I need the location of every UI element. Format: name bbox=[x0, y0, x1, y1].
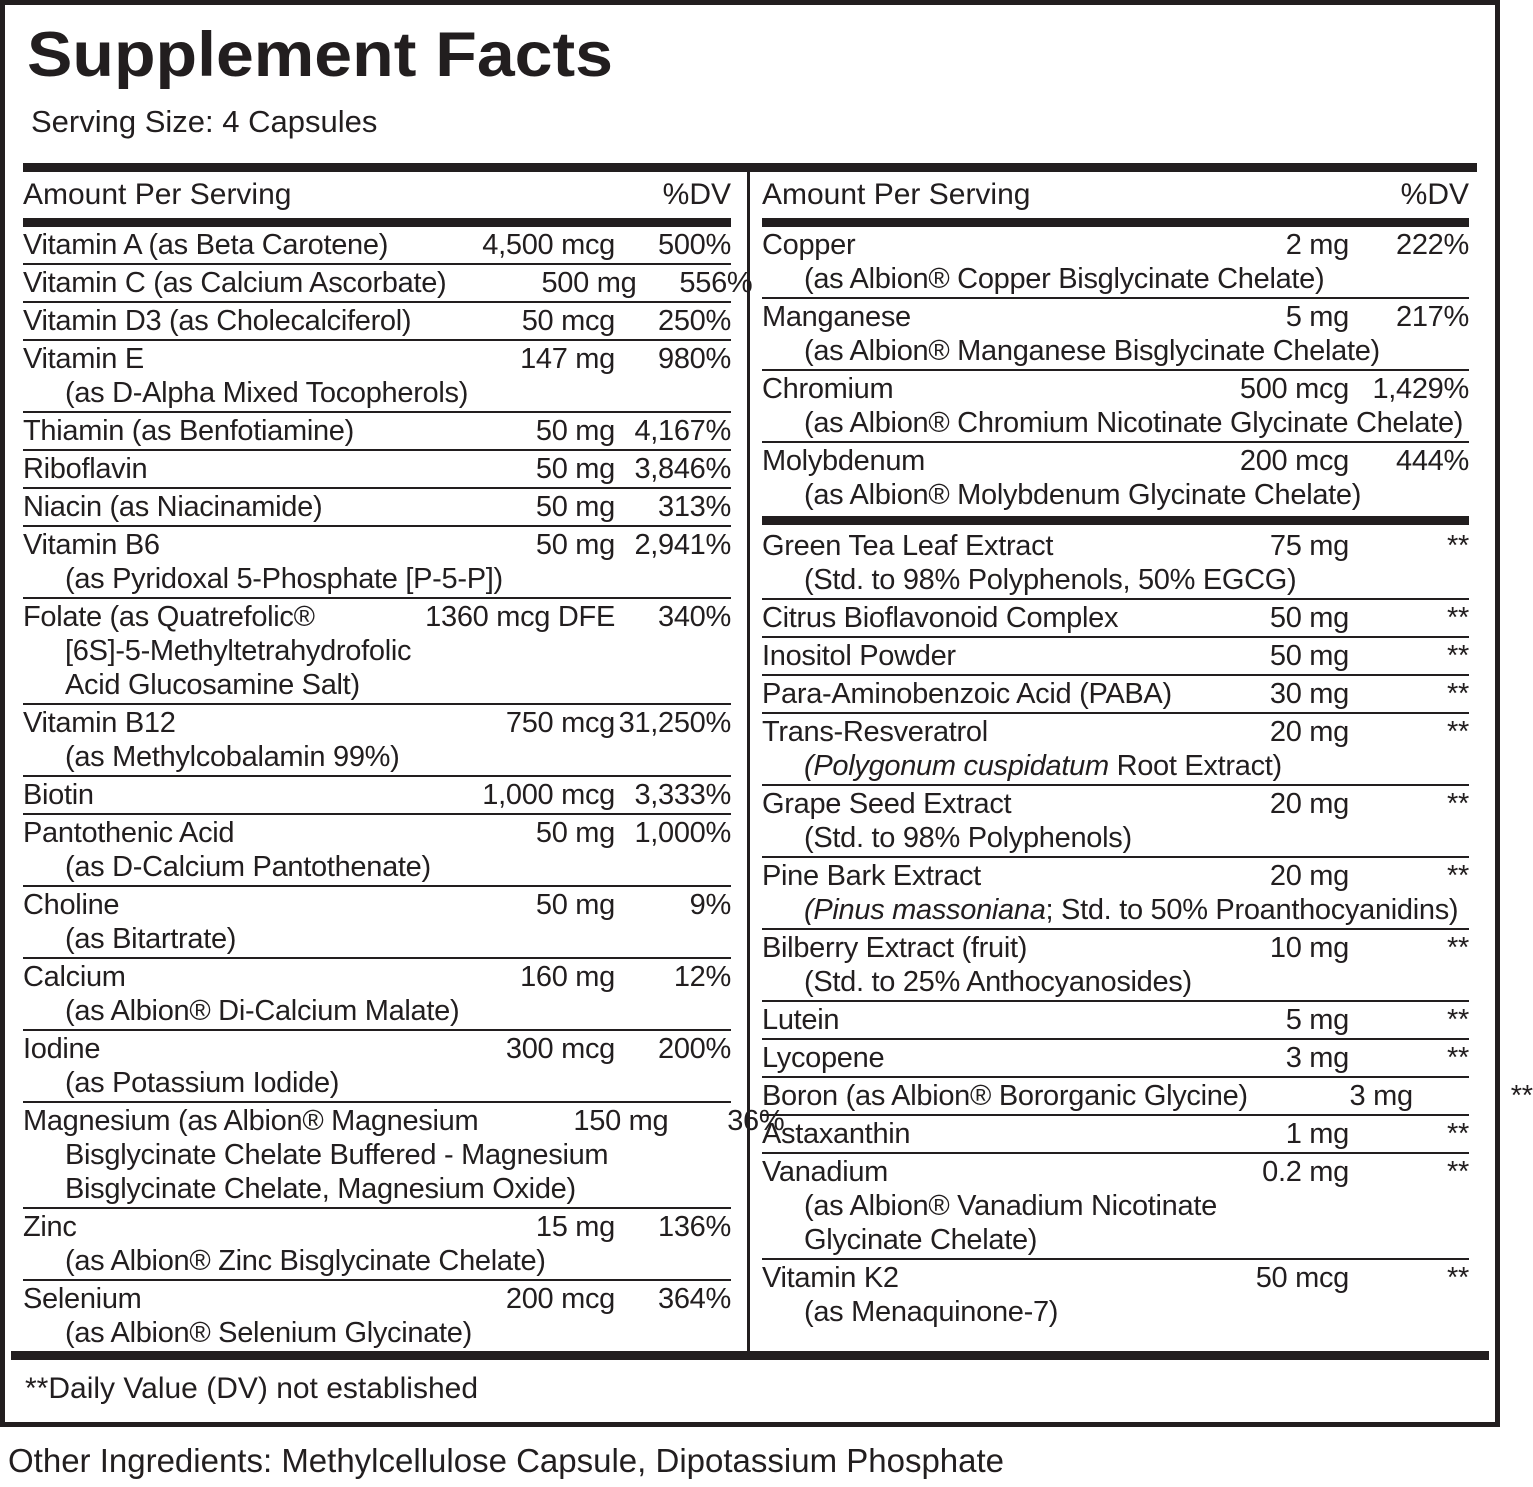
nutrient-amount: 50 mg bbox=[535, 453, 615, 485]
nutrient-amount: 50 mg bbox=[535, 529, 615, 561]
nutrient-row-line bbox=[23, 528, 731, 562]
nutrient-name: Magnesium (as Albion® Magnesium bbox=[23, 1105, 479, 1137]
nutrient-row-line bbox=[762, 787, 1469, 821]
nutrient-amount: 0.2 mg bbox=[1262, 1156, 1349, 1188]
nutrient-dv: 1,000% bbox=[634, 817, 731, 849]
nutrient-name: Vitamin K2 bbox=[762, 1262, 899, 1294]
nutrient-dv: 12% bbox=[673, 961, 731, 993]
nutrient-dv: ** bbox=[1447, 640, 1469, 672]
nutrient-dv: 500% bbox=[658, 229, 731, 261]
nutrient-dv: ** bbox=[1447, 1042, 1469, 1074]
nutrient-name: Vitamin C (as Calcium Ascorbate) bbox=[23, 267, 447, 299]
nutrient-subline: Glycinate Chelate) bbox=[804, 1224, 1038, 1256]
nutrient-row-line bbox=[23, 600, 731, 634]
percent-dv-header: %DV bbox=[1400, 178, 1469, 211]
nutrient-name: Biotin bbox=[23, 779, 94, 811]
nutrient-amount: 50 mcg bbox=[1255, 1262, 1349, 1294]
nutrient-dv: 3,333% bbox=[634, 779, 731, 811]
nutrient-amount: 2 mg bbox=[1285, 229, 1349, 261]
nutrient-dv: 9% bbox=[689, 889, 731, 921]
nutrient-name: Bilberry Extract (fruit) bbox=[762, 932, 1028, 964]
nutrient-row bbox=[23, 339, 731, 411]
nutrient-row bbox=[762, 441, 1469, 513]
nutrient-dv: 222% bbox=[1396, 229, 1469, 261]
nutrient-subline: (as Menaquinone-7) bbox=[804, 1296, 1059, 1328]
nutrient-row bbox=[762, 784, 1469, 856]
nutrient-row-line bbox=[762, 444, 1469, 478]
nutrient-row bbox=[23, 1207, 731, 1279]
nutrient-dv: ** bbox=[1510, 1080, 1533, 1112]
nutrient-row-line bbox=[762, 1079, 1533, 1113]
nutrient-name: Lycopene bbox=[762, 1042, 885, 1074]
nutrient-row-line bbox=[23, 304, 731, 338]
nutrient-amount: 50 mg bbox=[535, 415, 615, 447]
nutrient-amount: 50 mg bbox=[535, 889, 615, 921]
nutrient-name: Grape Seed Extract bbox=[762, 788, 1012, 820]
nutrient-row-line bbox=[762, 372, 1469, 406]
nutrient-amount: 300 mcg bbox=[505, 1033, 615, 1065]
nutrient-row-line bbox=[762, 715, 1469, 749]
nutrient-row bbox=[23, 449, 731, 487]
nutrient-row bbox=[762, 227, 1469, 297]
nutrient-row-line bbox=[23, 414, 731, 448]
nutrient-row-line bbox=[23, 266, 753, 300]
nutrient-dv: ** bbox=[1447, 860, 1469, 892]
nutrient-dv: 2,941% bbox=[634, 529, 731, 561]
amount-per-serving-header: Amount Per Serving bbox=[23, 178, 292, 211]
nutrient-amount: 20 mg bbox=[1269, 788, 1349, 820]
nutrient-subline: (as Albion® Copper Bisglycinate Chelate) bbox=[804, 263, 1325, 295]
nutrient-name: Thiamin (as Benfotiamine) bbox=[23, 415, 354, 447]
nutrient-name: Pine Bark Extract bbox=[762, 860, 981, 892]
nutrient-amount: 50 mg bbox=[535, 491, 615, 523]
nutrient-row-line bbox=[23, 960, 731, 994]
nutrient-row-line bbox=[762, 601, 1469, 635]
nutrient-name: Niacin (as Niacinamide) bbox=[23, 491, 323, 523]
nutrient-name: Manganese bbox=[762, 301, 911, 333]
nutrient-row bbox=[762, 1076, 1533, 1114]
nutrient-subline: (as Albion® Chromium Nicotinate Glycinate Chelate) bbox=[804, 407, 1464, 439]
nutrient-amount: 1360 mcg DFE bbox=[425, 601, 615, 633]
nutrient-amount: 4,500 mcg bbox=[482, 229, 615, 261]
nutrient-subline: (as Bitartrate) bbox=[65, 923, 237, 955]
nutrient-name: Vitamin E bbox=[23, 343, 144, 375]
nutrient-dv: ** bbox=[1447, 602, 1469, 634]
nutrient-row bbox=[762, 1114, 1469, 1152]
nutrient-name: Riboflavin bbox=[23, 453, 148, 485]
nutrient-dv: 1,429% bbox=[1372, 373, 1469, 405]
nutrient-row bbox=[23, 885, 731, 957]
right-column-rows bbox=[762, 227, 1533, 1330]
nutrient-dv: 3,846% bbox=[634, 453, 731, 485]
nutrient-name: Molybdenum bbox=[762, 445, 926, 477]
nutrient-name: Trans-Resveratrol bbox=[762, 716, 988, 748]
nutrient-dv: 36% bbox=[727, 1105, 785, 1137]
nutrient-row-line bbox=[23, 1032, 731, 1066]
nutrient-name: Citrus Bioflavonoid Complex bbox=[762, 602, 1119, 634]
nutrient-amount: 500 mcg bbox=[1239, 373, 1349, 405]
left-column-header bbox=[23, 172, 731, 218]
nutrient-dv: 556% bbox=[679, 267, 753, 299]
nutrient-row-line bbox=[762, 1041, 1469, 1075]
nutrient-name: Green Tea Leaf Extract bbox=[762, 530, 1054, 562]
right-header-bar bbox=[762, 218, 1469, 227]
nutrient-row bbox=[23, 703, 731, 775]
serving-size: Serving Size: 4 Capsules bbox=[31, 104, 378, 139]
nutrient-columns bbox=[5, 172, 1533, 1351]
nutrient-row bbox=[762, 928, 1469, 1000]
nutrient-name: Vitamin B6 bbox=[23, 529, 160, 561]
nutrient-name: Lutein bbox=[762, 1004, 840, 1036]
nutrient-amount: 1 mg bbox=[1285, 1118, 1349, 1150]
left-header-bar bbox=[23, 218, 731, 227]
nutrient-row-line bbox=[23, 452, 731, 486]
nutrient-row bbox=[23, 775, 731, 813]
nutrient-row-line bbox=[762, 228, 1469, 262]
nutrient-dv: ** bbox=[1447, 716, 1469, 748]
nutrient-row-line bbox=[23, 228, 731, 262]
right-column-header bbox=[762, 172, 1469, 218]
nutrient-subline: (as Potassium Iodide) bbox=[65, 1067, 340, 1099]
bottom-divider-bar bbox=[11, 1351, 1489, 1360]
nutrient-subline: (Std. to 98% Polyphenols, 50% EGCG) bbox=[804, 564, 1297, 596]
nutrient-dv: ** bbox=[1447, 932, 1469, 964]
nutrient-row bbox=[762, 297, 1469, 369]
nutrient-row-line bbox=[762, 529, 1469, 563]
nutrient-name: Selenium bbox=[23, 1283, 142, 1315]
nutrient-row-line bbox=[23, 1210, 731, 1244]
nutrient-row bbox=[762, 598, 1469, 636]
nutrient-amount: 75 mg bbox=[1269, 530, 1349, 562]
nutrient-amount: 50 mg bbox=[535, 817, 615, 849]
nutrient-row-line bbox=[23, 490, 731, 524]
nutrient-amount: 200 mcg bbox=[1239, 445, 1349, 477]
nutrient-name: Folate (as Quatrefolic® bbox=[23, 601, 315, 633]
nutrient-row bbox=[23, 1029, 731, 1101]
nutrient-name: Pantothenic Acid bbox=[23, 817, 235, 849]
nutrient-subline: (as Albion® Vanadium Nicotinate bbox=[804, 1190, 1217, 1222]
nutrient-dv: 364% bbox=[658, 1283, 731, 1315]
nutrient-dv: ** bbox=[1447, 530, 1469, 562]
nutrient-row-line bbox=[762, 931, 1469, 965]
nutrient-name: Vitamin A (as Beta Carotene) bbox=[23, 229, 389, 261]
percent-dv-header: %DV bbox=[662, 178, 731, 211]
nutrient-row bbox=[762, 674, 1469, 712]
nutrient-name: Vanadium bbox=[762, 1156, 889, 1188]
nutrient-dv: 136% bbox=[658, 1211, 731, 1243]
nutrient-name: Iodine bbox=[23, 1033, 101, 1065]
nutrient-amount: 10 mg bbox=[1269, 932, 1349, 964]
top-divider-bar bbox=[23, 163, 1477, 172]
nutrient-row-line bbox=[23, 1282, 731, 1316]
nutrient-row bbox=[23, 957, 731, 1029]
nutrient-name: Vitamin D3 (as Cholecalciferol) bbox=[23, 305, 412, 337]
nutrient-name: Choline bbox=[23, 889, 120, 921]
nutrient-row-line bbox=[23, 706, 731, 740]
nutrient-dv: 31,250% bbox=[618, 707, 731, 739]
nutrient-row-line bbox=[23, 816, 731, 850]
nutrient-subline: (as Albion® Molybdenum Glycinate Chelate) bbox=[804, 479, 1362, 511]
nutrient-row-line bbox=[762, 1003, 1469, 1037]
nutrient-dv: 313% bbox=[658, 491, 731, 523]
nutrient-subline: (as D-Alpha Mixed Tocopherols) bbox=[65, 377, 469, 409]
panel-title: Supplement Facts bbox=[27, 20, 614, 90]
nutrient-subline: Bisglycinate Chelate Buffered - Magnesium bbox=[65, 1139, 609, 1171]
nutrient-name: Astaxanthin bbox=[762, 1118, 911, 1150]
nutrient-row bbox=[23, 1101, 785, 1207]
nutrient-row bbox=[762, 712, 1469, 784]
nutrient-row-line bbox=[762, 300, 1469, 334]
nutrient-row bbox=[23, 227, 731, 263]
nutrient-row bbox=[762, 1152, 1469, 1258]
nutrient-subline bbox=[762, 749, 1469, 783]
nutrient-subline bbox=[762, 893, 1469, 927]
section-divider-bar bbox=[762, 516, 1469, 525]
nutrient-row-line bbox=[762, 859, 1469, 893]
nutrient-dv: 4,167% bbox=[634, 415, 731, 447]
nutrient-dv: 217% bbox=[1396, 301, 1469, 333]
nutrient-subline: (as D-Calcium Pantothenate) bbox=[65, 851, 431, 883]
nutrient-amount: 1,000 mcg bbox=[482, 779, 615, 811]
nutrient-row bbox=[762, 856, 1469, 928]
nutrient-row bbox=[762, 636, 1469, 674]
nutrient-amount: 150 mg bbox=[573, 1105, 669, 1137]
nutrient-subline: (as Pyridoxal 5-Phosphate [P-5-P]) bbox=[65, 563, 503, 595]
nutrient-dv: ** bbox=[1447, 788, 1469, 820]
nutrient-amount: 20 mg bbox=[1269, 860, 1349, 892]
nutrient-subline: [6S]-5-Methyltetrahydrofolic bbox=[65, 635, 412, 667]
nutrient-row bbox=[762, 369, 1469, 441]
nutrient-row-line bbox=[23, 1104, 785, 1138]
nutrient-dv: 250% bbox=[658, 305, 731, 337]
daily-value-footnote: **Daily Value (DV) not established bbox=[25, 1372, 479, 1405]
nutrient-subline: (as Methylcobalamin 99%) bbox=[65, 741, 400, 773]
latin-botanical-name: (Polygonum cuspidatum bbox=[804, 750, 1109, 782]
nutrient-row-line bbox=[762, 1261, 1469, 1295]
latin-botanical-name: (Pinus massoniana bbox=[804, 894, 1046, 926]
nutrient-row bbox=[23, 487, 731, 525]
nutrient-name: Chromium bbox=[762, 373, 894, 405]
nutrient-amount: 50 mg bbox=[1269, 640, 1349, 672]
nutrient-name: Copper bbox=[762, 229, 856, 261]
nutrient-subline: (Std. to 98% Polyphenols) bbox=[804, 822, 1132, 854]
nutrient-row bbox=[23, 813, 731, 885]
nutrient-amount: 3 mg bbox=[1285, 1042, 1349, 1074]
nutrient-amount: 160 mg bbox=[520, 961, 615, 993]
nutrient-dv: 200% bbox=[658, 1033, 731, 1065]
nutrient-row-line bbox=[23, 778, 731, 812]
nutrient-name: Zinc bbox=[23, 1211, 77, 1243]
nutrient-row-line bbox=[23, 888, 731, 922]
nutrient-subline: (as Albion® Zinc Bisglycinate Chelate) bbox=[65, 1245, 546, 1277]
nutrient-amount: 50 mg bbox=[1269, 602, 1349, 634]
subline-text: ; Std. to 50% Proanthocyanidins) bbox=[1045, 894, 1459, 926]
nutrient-row bbox=[23, 597, 731, 703]
nutrient-amount: 500 mg bbox=[541, 267, 637, 299]
amount-per-serving-header: Amount Per Serving bbox=[762, 178, 1031, 211]
nutrient-subline: (as Albion® Manganese Bisglycinate Chelate) bbox=[804, 335, 1380, 367]
nutrient-subline: (as Albion® Selenium Glycinate) bbox=[65, 1317, 472, 1349]
other-ingredients: Other Ingredients: Methylcellulose Capsule, Dipotassium Phosphate bbox=[8, 1442, 1005, 1479]
nutrient-row-line bbox=[23, 342, 731, 376]
nutrient-row bbox=[762, 1258, 1469, 1330]
nutrient-row bbox=[23, 263, 753, 301]
nutrient-name: Calcium bbox=[23, 961, 126, 993]
nutrient-amount: 147 mg bbox=[520, 343, 615, 375]
nutrient-subline: (Std. to 25% Anthocyanosides) bbox=[804, 966, 1192, 998]
nutrient-amount: 750 mcg bbox=[505, 707, 615, 739]
nutrient-dv: 980% bbox=[658, 343, 731, 375]
nutrient-dv: ** bbox=[1447, 678, 1469, 710]
nutrient-amount: 3 mg bbox=[1349, 1080, 1413, 1112]
nutrient-row bbox=[23, 1279, 731, 1351]
nutrient-amount: 5 mg bbox=[1285, 1004, 1349, 1036]
nutrient-row-line bbox=[762, 639, 1469, 673]
nutrient-dv: 444% bbox=[1396, 445, 1469, 477]
nutrient-dv: ** bbox=[1447, 1262, 1469, 1294]
nutrient-row bbox=[23, 411, 731, 449]
nutrient-amount: 15 mg bbox=[535, 1211, 615, 1243]
subline-text: Root Extract) bbox=[1108, 750, 1282, 782]
nutrient-name: Para-Aminobenzoic Acid (PABA) bbox=[762, 678, 1172, 710]
nutrient-name: Vitamin B12 bbox=[23, 707, 176, 739]
nutrient-amount: 200 mcg bbox=[505, 1283, 615, 1315]
nutrient-dv: ** bbox=[1447, 1156, 1469, 1188]
nutrient-amount: 30 mg bbox=[1269, 678, 1349, 710]
left-column-rows bbox=[23, 227, 785, 1351]
nutrient-subline: Acid Glucosamine Salt) bbox=[65, 669, 360, 701]
nutrient-amount: 5 mg bbox=[1285, 301, 1349, 333]
nutrient-row-line bbox=[762, 1155, 1469, 1189]
nutrient-row bbox=[762, 528, 1469, 598]
nutrient-dv: ** bbox=[1447, 1118, 1469, 1150]
nutrient-row bbox=[762, 1000, 1469, 1038]
right-column bbox=[750, 172, 1533, 1351]
nutrient-dv: ** bbox=[1447, 1004, 1469, 1036]
nutrient-name: Inositol Powder bbox=[762, 640, 956, 672]
nutrient-subline: Bisglycinate Chelate, Magnesium Oxide) bbox=[65, 1173, 576, 1205]
nutrient-dv: 340% bbox=[658, 601, 731, 633]
left-column bbox=[5, 172, 785, 1351]
nutrient-row-line bbox=[762, 677, 1469, 711]
nutrient-amount: 50 mcg bbox=[521, 305, 615, 337]
nutrient-row bbox=[23, 301, 731, 339]
nutrient-row bbox=[762, 1038, 1469, 1076]
nutrient-name: Boron (as Albion® Bororganic Glycine) bbox=[762, 1080, 1248, 1112]
nutrient-amount: 20 mg bbox=[1269, 716, 1349, 748]
nutrient-subline: (as Albion® Di-Calcium Malate) bbox=[65, 995, 460, 1027]
nutrient-row bbox=[23, 525, 731, 597]
nutrient-row-line bbox=[762, 1117, 1469, 1151]
